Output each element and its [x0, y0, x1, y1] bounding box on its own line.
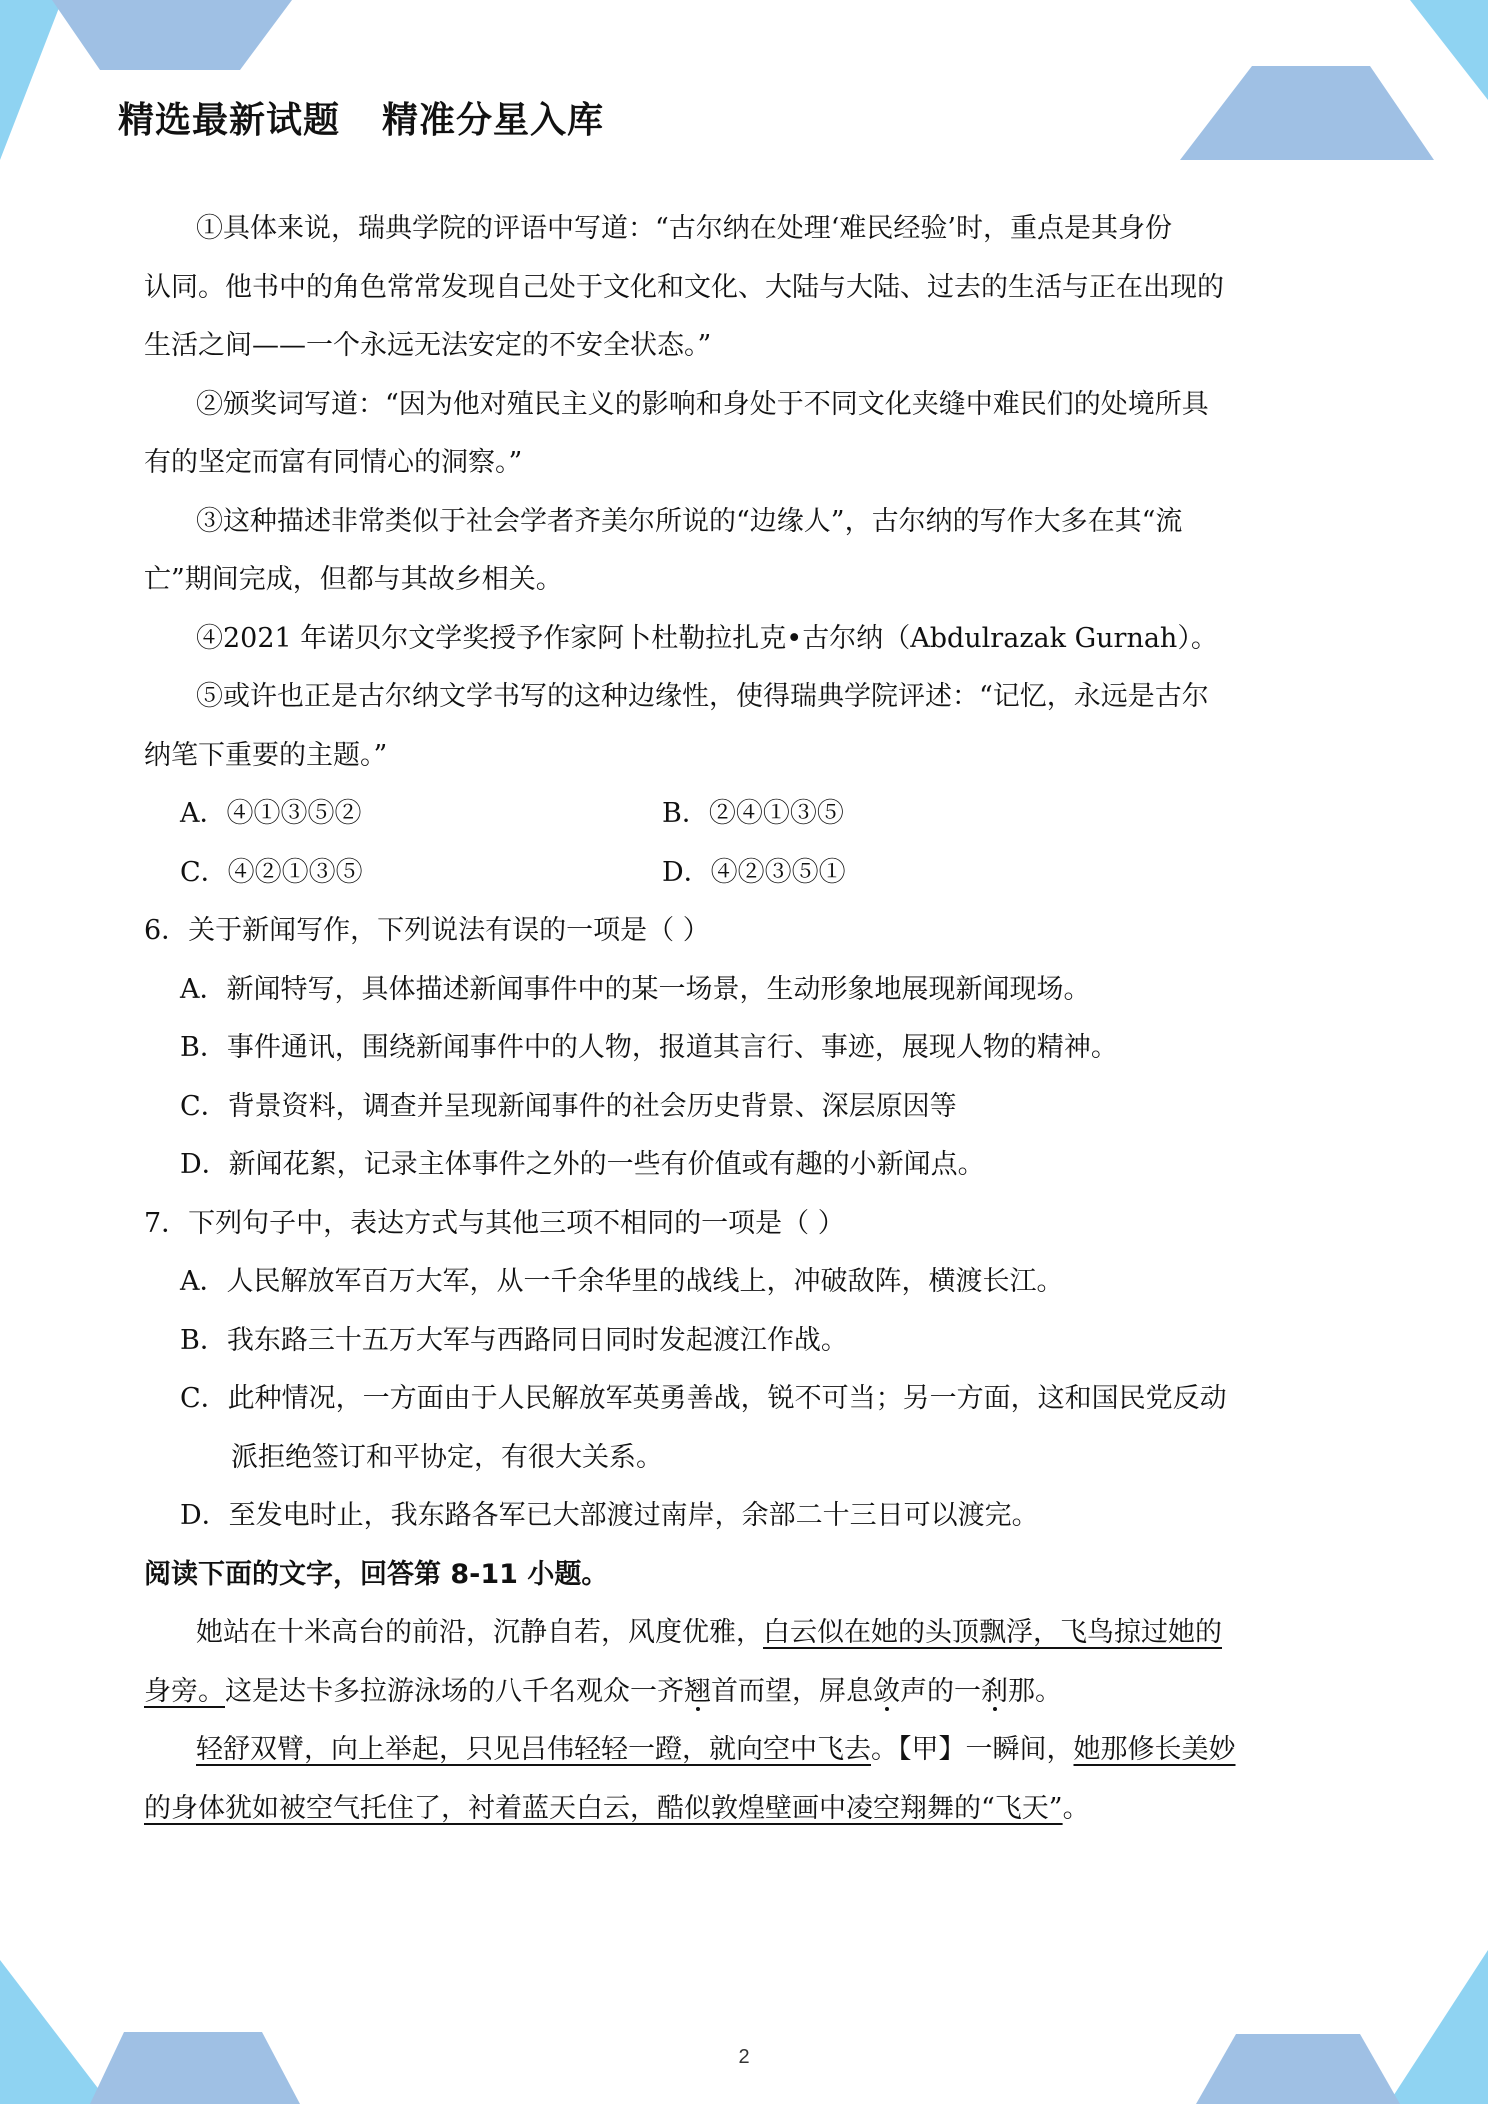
- header-title-left: 精选最新试题: [118, 100, 341, 141]
- reading-p2-underlined-a: 轻舒双臂，向上举起，只见吕伟轻轻一蹬，就向空中飞去: [196, 1734, 871, 1765]
- passage-item-5-line-1: ⑤或许也正是古尔纳文学书写的这种边缘性，使得瑞典学院评述：“记忆，永远是古尔: [196, 681, 1209, 712]
- q5-options-row-1: [144, 785, 1344, 844]
- q7-option-c-line-2: 派拒绝签订和平协定，有很大关系。: [231, 1441, 663, 1473]
- reading-p1-text-b: 这是达卡多拉游泳场的八千名观众一齐: [225, 1675, 684, 1707]
- passage-item-3-line-1: ③这种描述非常类似于社会学者齐美尔所说的“边缘人”，古尔纳的写作大多在其“流: [196, 505, 1183, 537]
- reading-p2-underlined-c: 的身体犹如被空气托住了，衬着蓝天白云，酷似敦煌壁画中凌空翔舞的“飞天”: [144, 1792, 1063, 1824]
- passage-item-1-line-2: 认同。他书中的角色常常发现自己处于文化和文化、大陆与大陆、过去的生活与正在出现的: [144, 271, 1224, 303]
- q7-option-d[interactable]: D．至发电时止，我东路各军已大部渡过南岸，余部二十三日可以渡完。: [180, 1500, 1039, 1531]
- passage-item-1-line-3: 生活之间——一个永远无法安定的不安全状态。”: [144, 330, 712, 361]
- page-number: 2: [738, 2046, 750, 2068]
- passage-item-1-line-1: ①具体来说，瑞典学院的评语中写道：“古尔纳在处理‘难民经验’时，重点是其身份: [196, 213, 1172, 244]
- q5-option-b[interactable]: B．②④①③⑤: [662, 798, 844, 829]
- header-title: [118, 92, 604, 143]
- top-right-triangle: [1410, 0, 1488, 100]
- reading-paragraph-1-line-1: [144, 1604, 1344, 1663]
- reading-p1-underlined-a: 白云似在她的头顶飘浮，飞鸟掠过她的: [763, 1617, 1222, 1648]
- q6-option-d[interactable]: D．新闻花絮，记录主体事件之外的一些有价值或有趣的小新闻点。: [180, 1149, 985, 1180]
- bottom-right-trapezoid: [1196, 2034, 1400, 2104]
- q6-option-c[interactable]: C．背景资料，调查并呈现新闻事件的社会历史背景、深层原因等: [180, 1090, 957, 1122]
- reading-p1-text-c: 首而望，屏息: [711, 1675, 873, 1707]
- bottom-left-triangle: [0, 1960, 110, 2104]
- footer-decoration: [0, 1930, 1488, 2104]
- q5-option-a[interactable]: A．④①③⑤②: [180, 798, 362, 829]
- q7-option-b[interactable]: B．我东路三十五万大军与西路同日同时发起渡江作战。: [180, 1324, 848, 1356]
- q5-option-c[interactable]: C．④②①③⑤: [180, 856, 363, 888]
- top-left-triangle: [0, 0, 62, 160]
- q6-option-b[interactable]: B．事件通讯，围绕新闻事件中的人物，报道其言行、事迹，展现人物的精神。: [180, 1032, 1118, 1063]
- reading-section-heading: 阅读下面的文字，回答第 8-11 小题。: [144, 1558, 609, 1590]
- passage-item-2-line-2: 有的坚定而富有同情心的洞察。”: [144, 447, 523, 478]
- passage-item-2-line-1: ②颁奖词写道：“因为他对殖民主义的影响和身处于不同文化夹缝中难民们的处境所具: [196, 388, 1209, 420]
- q7-option-a[interactable]: A．人民解放军百万大军，从一千余华里的战线上，冲破敌阵，横渡长江。: [180, 1266, 1064, 1297]
- q6-stem: 6．关于新闻写作，下列说法有误的一项是（ ）: [144, 915, 710, 946]
- q7-stem: 7．下列句子中，表达方式与其他三项不相同的一项是（ ）: [144, 1207, 845, 1239]
- reading-paragraph-1-line-2: [144, 1663, 1344, 1722]
- reading-p2-text-a: 。【甲】一瞬间，: [871, 1734, 1074, 1765]
- reading-p1-text-d: 声的一: [900, 1675, 981, 1707]
- reading-paragraph-2-line-1: [144, 1721, 1344, 1780]
- reading-p1-text-a: 她站在十米高台的前沿，沉静自若，风度优雅，: [196, 1617, 763, 1648]
- header-title-right: 精准分星入库: [382, 100, 605, 141]
- page-content: [144, 200, 1344, 1838]
- header-decoration: [0, 0, 1488, 170]
- q7-option-c-line-1[interactable]: C．此种情况，一方面由于人民解放军英勇善战，锐不可当；另一方面，这和国民党反动: [180, 1383, 1227, 1414]
- reading-p1-underlined-b: 身旁。: [144, 1675, 225, 1707]
- bottom-right-triangle: [1388, 1950, 1488, 2104]
- reading-p1-dotted-char-1: 翘: [684, 1675, 711, 1707]
- reading-paragraph-2-line-2: [144, 1780, 1344, 1839]
- top-right-trapezoid: [1180, 66, 1434, 160]
- q5-option-d[interactable]: D．④②③⑤①: [662, 856, 846, 888]
- reading-p2-underlined-b: 她那修长美妙: [1073, 1734, 1236, 1765]
- top-left-trapezoid: [52, 0, 292, 70]
- q5-options-row-2: [144, 844, 1344, 903]
- reading-p1-dotted-char-2: 敛: [873, 1675, 900, 1707]
- reading-p1-dotted-char-3: 刹: [981, 1675, 1008, 1707]
- passage-item-5-line-2: 纳笔下重要的主题。”: [144, 739, 388, 771]
- passage-item-4-line-1: ④2021 年诺贝尔文学奖授予作家阿卜杜勒拉扎克•古尔纳（Abdulrazak Gurnah）。: [196, 622, 1218, 654]
- passage-item-3-line-2: 亡”期间完成，但都与其故乡相关。: [144, 564, 563, 595]
- reading-p1-text-e: 那。: [1008, 1675, 1062, 1707]
- reading-p2-text-b: 。: [1062, 1792, 1090, 1824]
- q6-option-a[interactable]: A．新闻特写，具体描述新闻事件中的某一场景，生动形象地展现新闻现场。: [180, 973, 1091, 1005]
